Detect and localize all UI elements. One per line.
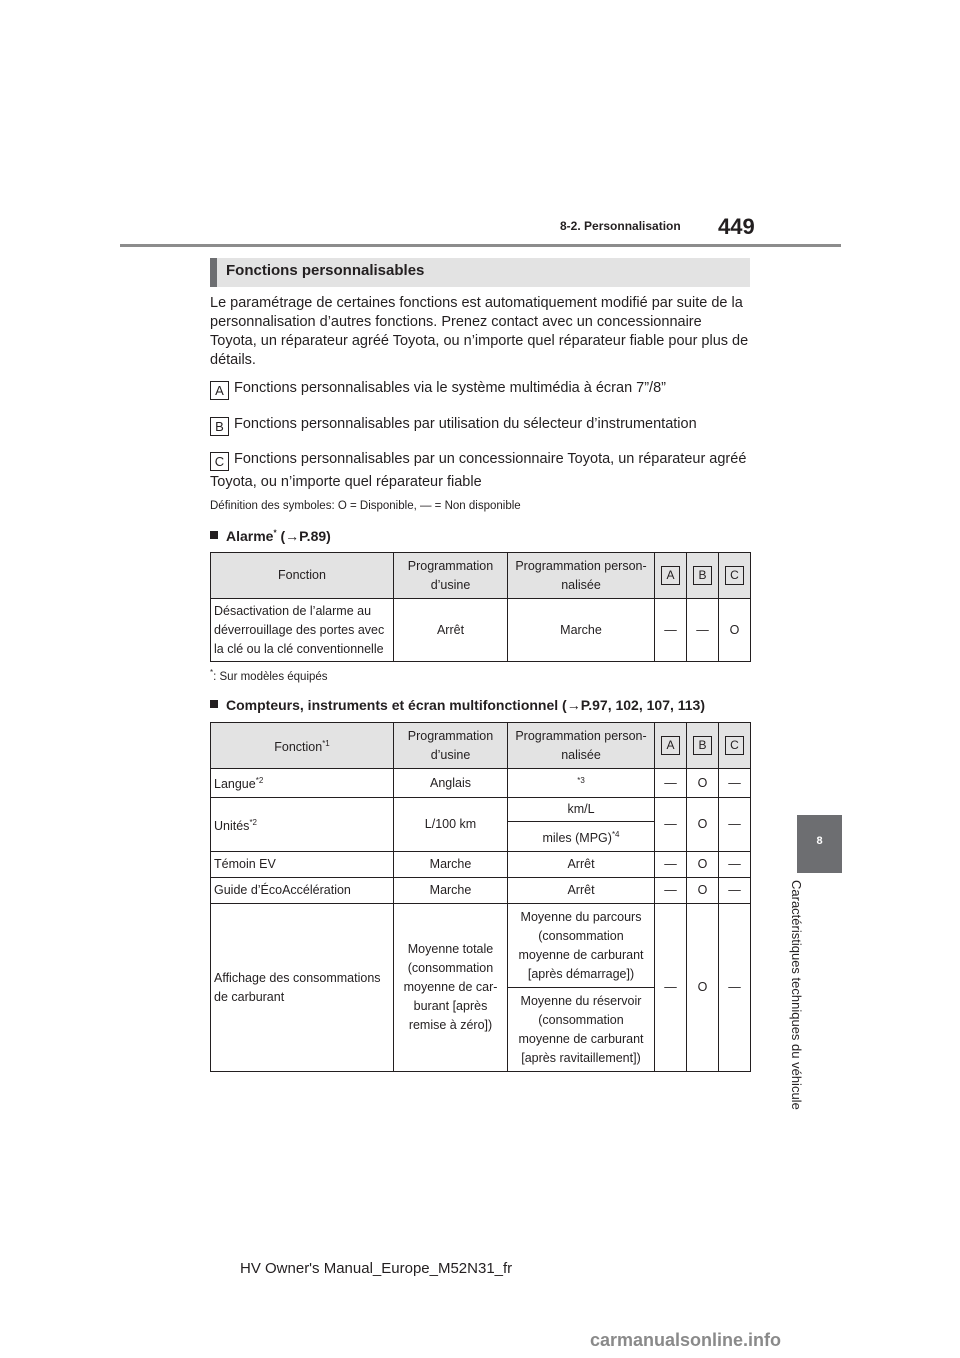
header-c [719, 723, 751, 769]
cell-c: O [719, 599, 751, 662]
letter-a-box: A [210, 381, 229, 400]
cell-a: — [655, 852, 687, 878]
header-prog-perso: Programmation person-nalisée [508, 553, 655, 599]
cell-perso: km/L [508, 798, 655, 822]
header-b [687, 723, 719, 769]
section-title-accent [210, 258, 217, 287]
cell-c: — [719, 852, 751, 878]
letter-a-box: A [661, 736, 680, 755]
cell-fonction [211, 769, 394, 798]
alarm-table [210, 552, 751, 662]
header-rule [120, 244, 841, 247]
legend-a-text: Fonctions personnalisables via le système multimédia à écran 7”/8” [234, 380, 666, 396]
legend-a [210, 380, 666, 400]
cell-b: — [687, 599, 719, 662]
letter-c-box: C [725, 566, 744, 585]
letter-b-box: B [210, 417, 229, 436]
cell-usine: Marche [394, 878, 508, 904]
cell-fonction-sup: *2 [255, 776, 264, 786]
header-fonction-text: Fonction [274, 740, 323, 755]
cell-a: — [655, 798, 687, 852]
cell-perso: Moyenne du réservoir (consommation moyenne de carburant [après ravitaillement]) [508, 988, 655, 1072]
table-row [211, 798, 751, 822]
header-a [655, 553, 687, 599]
legend-c [210, 451, 746, 471]
header-fonction: Fonction [211, 553, 394, 599]
letter-b-box: B [693, 736, 712, 755]
letter-a-box: A [661, 566, 680, 585]
legend-c-text-continued: Toyota, ou n’importe quel réparateur fiable [210, 474, 482, 490]
cell-fonction: Affichage des consommations de carburant [211, 904, 394, 1072]
cell-b: O [687, 798, 719, 852]
letter-c-box: C [210, 452, 229, 471]
cell-a: — [655, 904, 687, 1072]
table-row [211, 852, 751, 878]
header-fonction [211, 723, 394, 769]
cell-perso-text: miles (MPG) [542, 831, 612, 846]
table-header-row [211, 553, 751, 599]
footnote-text: : Sur modèles équipés [213, 670, 328, 683]
alarm-footnote [210, 668, 328, 683]
running-header-section: 8-2. Personnalisation [560, 219, 681, 233]
legend-b-text: Fonctions personnalisables par utilisation du sélecteur d’instrumentation [234, 416, 697, 432]
cell-perso: Arrêt [508, 878, 655, 904]
alarm-heading-ref: (→P.89) [280, 528, 331, 544]
cell-c: — [719, 904, 751, 1072]
cell-perso [508, 822, 655, 852]
cell-perso: Moyenne du parcours (consommation moyenne de carburant [après démarrage]) [508, 904, 655, 988]
chapter-label: Caractéristiques techniques du véhicule [789, 880, 804, 1110]
alarm-heading [210, 528, 331, 544]
header-b [687, 553, 719, 599]
cell-fonction-text: Unités [214, 819, 250, 834]
cell-b: O [687, 904, 719, 1072]
chapter-label-container [776, 880, 816, 1130]
cell-perso [508, 769, 655, 798]
cell-perso-sup: *4 [611, 829, 620, 839]
cell-fonction-sup: *2 [249, 817, 257, 827]
page-number: 449 [718, 214, 755, 239]
cell-b: O [687, 769, 719, 798]
table-row [211, 878, 751, 904]
intro-paragraph: Le paramétrage de certaines fonctions est automatiquement modifié par suite de la personnalisation d’autres fonctions. Prenez contact avec un concessionnaire Toyota, un réparateur agréé Toyota, ou n’importe quel réparateur fiable pour plus de détails. [210, 295, 749, 368]
chapter-number: 8 [816, 835, 823, 847]
cell-a: — [655, 878, 687, 904]
cell-a: — [655, 599, 687, 662]
cell-b: O [687, 878, 719, 904]
alarm-heading-text: Alarme [226, 528, 274, 544]
header-a [655, 723, 687, 769]
header-prog-perso: Programmation person-nalisée [508, 723, 655, 769]
square-bullet-icon [210, 700, 218, 708]
table-row [211, 599, 751, 662]
cell-usine: Arrêt [394, 599, 508, 662]
cell-fonction: Témoin EV [211, 852, 394, 878]
cell-c: — [719, 878, 751, 904]
cell-a: — [655, 769, 687, 798]
alarm-heading-footnote-mark: * [273, 528, 277, 538]
cell-usine: Anglais [394, 769, 508, 798]
cell-fonction: Guide d’ÉcoAccélération [211, 878, 394, 904]
cell-c: — [719, 798, 751, 852]
cell-perso-sup: *3 [577, 776, 585, 786]
table-row [211, 769, 751, 798]
legend-b [210, 416, 697, 436]
cell-b: O [687, 852, 719, 878]
cell-usine: L/100 km [394, 798, 508, 852]
section-title: Fonctions personnalisables [226, 262, 425, 279]
header-prog-usine: Programmation d’usine [394, 553, 508, 599]
letter-c-box: C [725, 736, 744, 755]
header-c [719, 553, 751, 599]
cell-usine: Marche [394, 852, 508, 878]
cell-usine: Moyenne totale (consommation moyenne de car-burant [après remise à zéro]) [394, 904, 508, 1072]
cell-fonction-text: Langue [214, 777, 256, 792]
cell-perso: Arrêt [508, 852, 655, 878]
cell-perso: Marche [508, 599, 655, 662]
cell-fonction [211, 798, 394, 852]
header-prog-usine: Programmation d’usine [394, 723, 508, 769]
square-bullet-icon [210, 531, 218, 539]
table-header-row [211, 723, 751, 769]
footer-manual-id: HV Owner's Manual_Europe_M52N31_fr [240, 1260, 513, 1277]
meters-heading-text: Compteurs, instruments et écran multifonctionnel (→P.97, 102, 107, 113) [226, 697, 706, 713]
meters-table [210, 722, 751, 1072]
symbols-definition: Définition des symboles: O = Disponible, — = Non disponible [210, 500, 521, 512]
cell-c: — [719, 769, 751, 798]
meters-heading [210, 697, 705, 713]
letter-b-box: B [693, 566, 712, 585]
cell-fonction: Désactivation de l’alarme au déverrouillage des portes avec la clé ou la clé conventionnelle [211, 599, 394, 662]
table-row [211, 904, 751, 988]
legend-c-text: Fonctions personnalisables par un concessionnaire Toyota, un réparateur agréé [234, 451, 747, 467]
watermark: carmanualsonline.info [590, 1330, 782, 1350]
header-fonction-sup: *1 [322, 738, 330, 748]
footnote-mark: * [210, 668, 214, 677]
